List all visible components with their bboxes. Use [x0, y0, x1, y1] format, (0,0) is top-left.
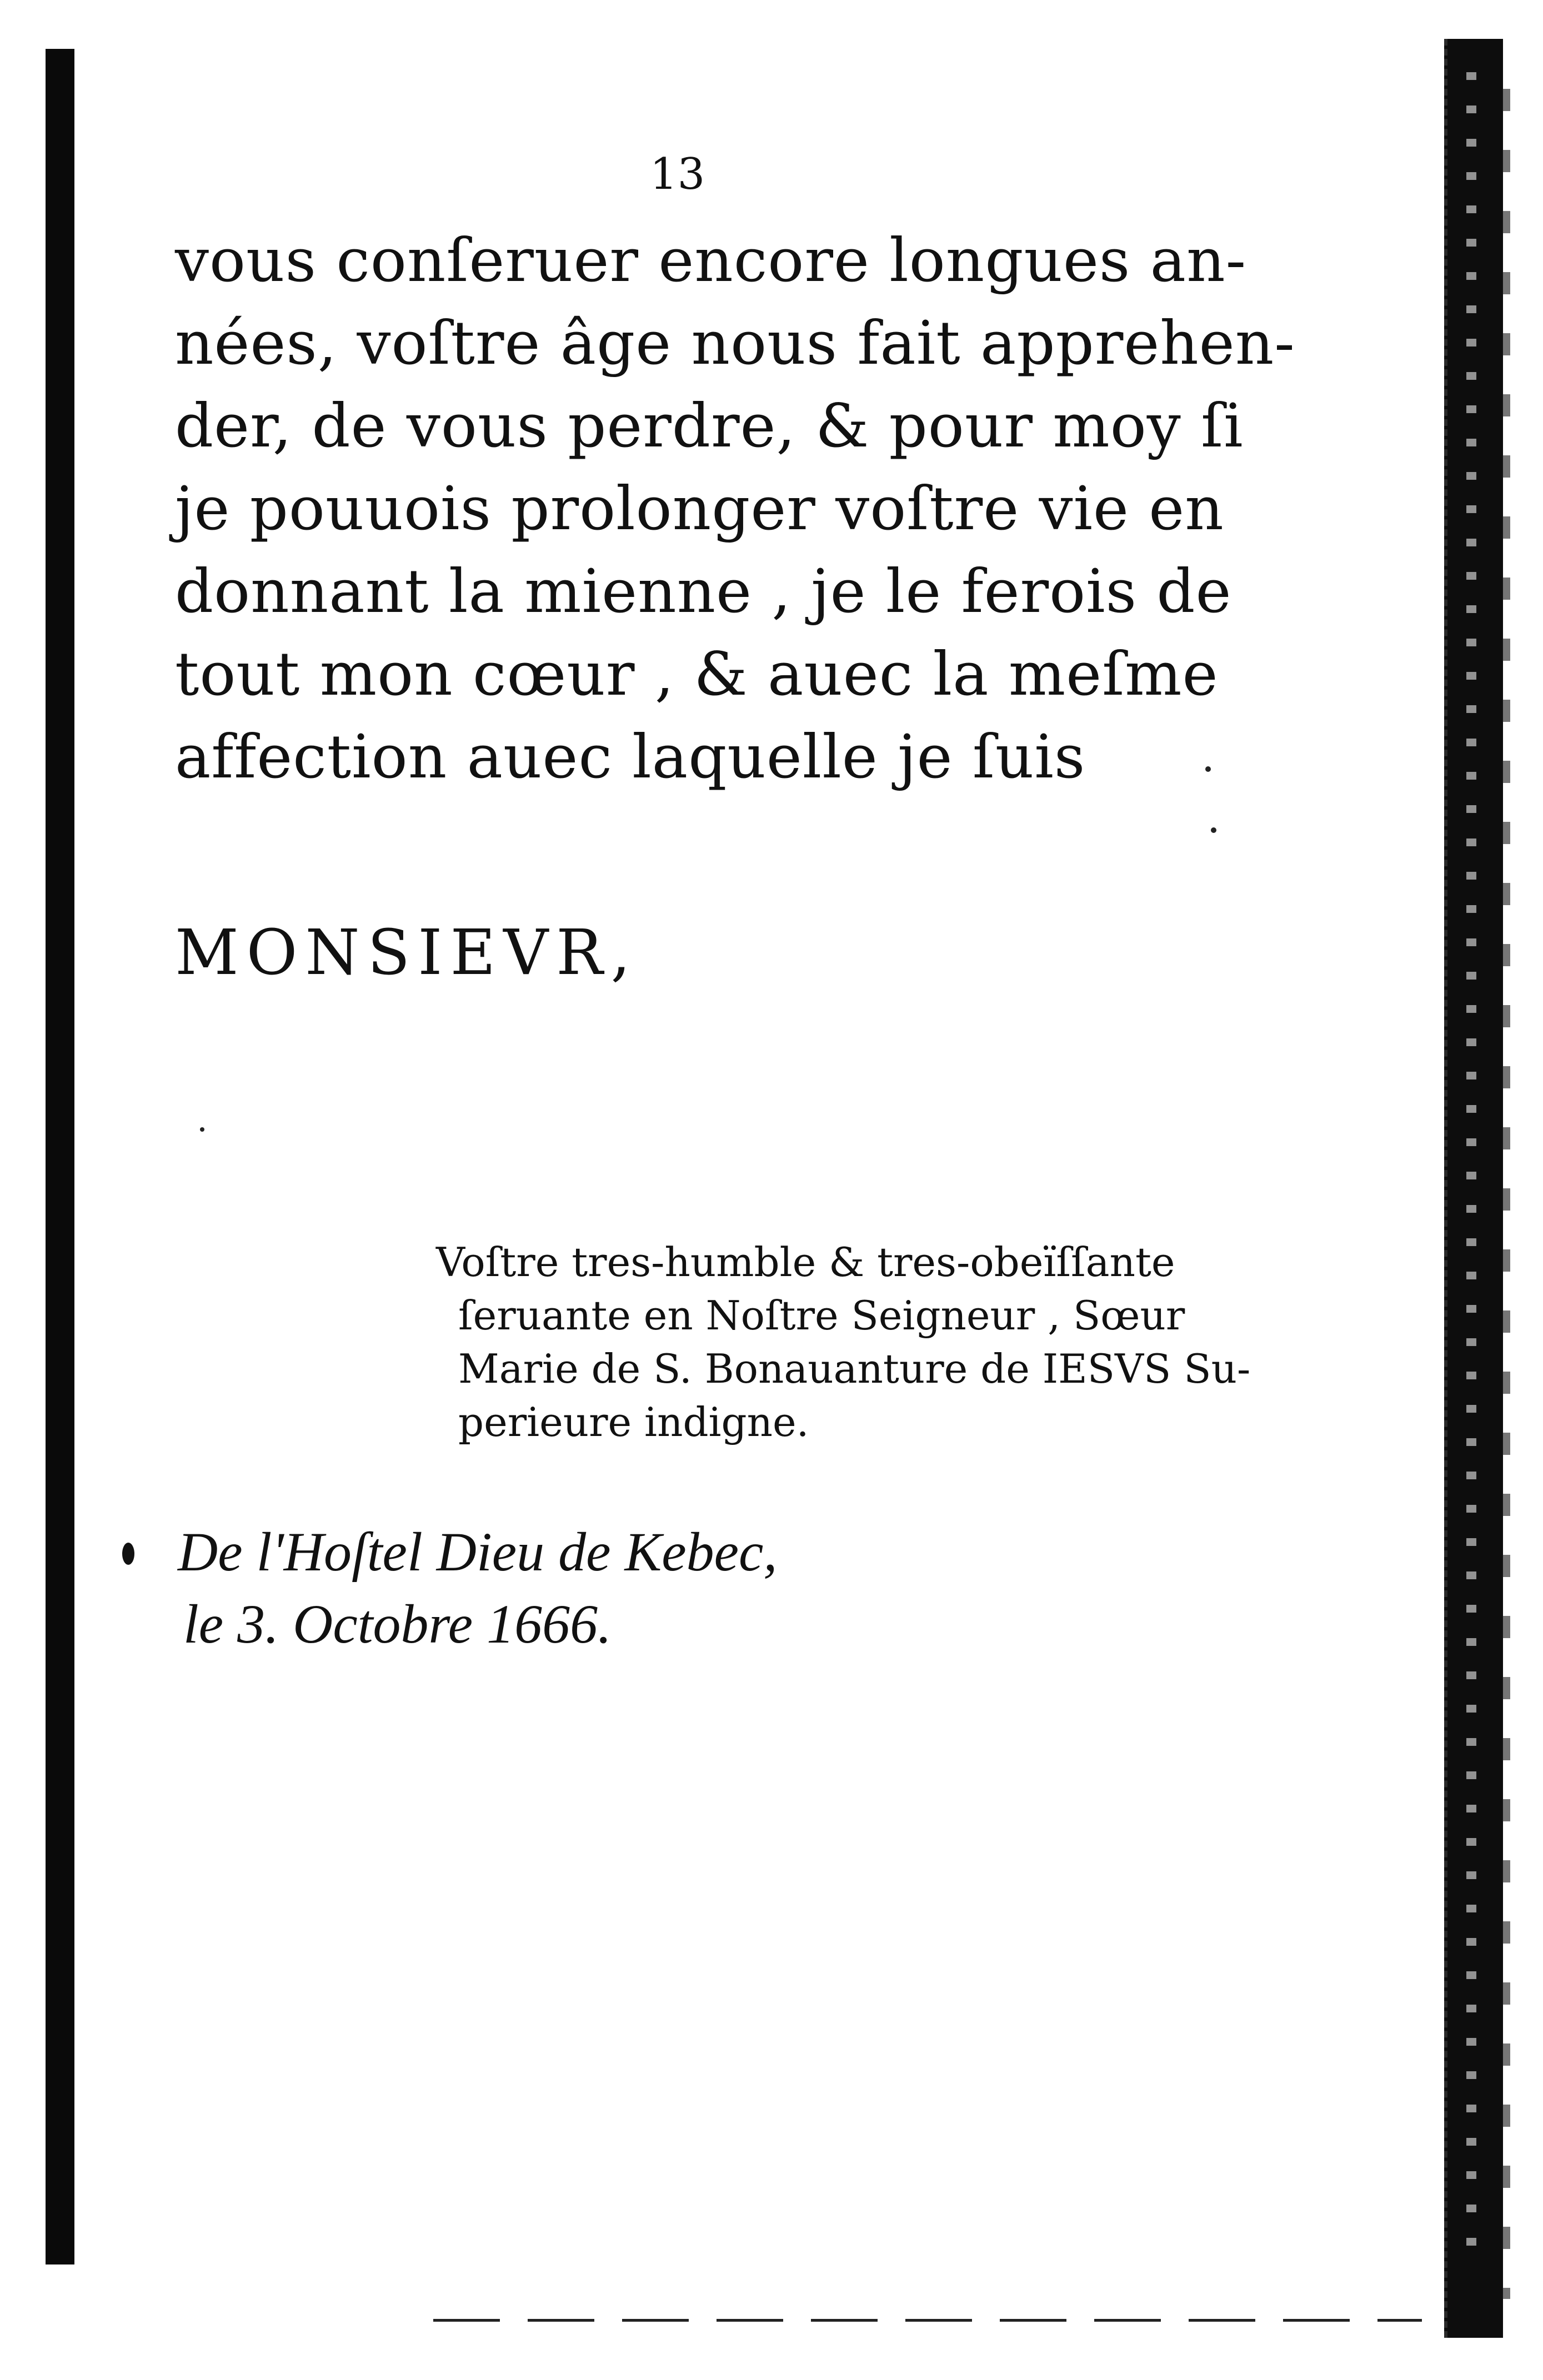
body-line: vous conſeruer encore longues an- — [175, 226, 1247, 295]
dateline — [178, 1516, 777, 1660]
page-number: 13 — [650, 149, 705, 199]
letter-body — [175, 219, 1295, 799]
binding-edge — [46, 49, 74, 2264]
body-line: der, de vous perdre, & pour moy ſi — [175, 391, 1244, 461]
ink-blot-mark — [122, 1543, 134, 1565]
right-edge-texture — [1466, 72, 1476, 2271]
signature-line: Marie de S. Bonauanture de IESVS Su- — [458, 1345, 1251, 1392]
right-edge-stray-marks — [1502, 89, 1510, 2299]
signature-line: Voſtre tres-humble & tres-obeïſſante — [436, 1239, 1175, 1286]
bottom-edge-marks — [433, 2319, 1422, 2322]
body-line: nées, voſtre âge nous fait apprehen- — [175, 309, 1295, 378]
dateline-date: le 3. Octobre 1666. — [183, 1593, 612, 1655]
body-line: affection auec laquelle je ſuis — [175, 722, 1086, 792]
signature-line: ſeruante en Noſtre Seigneur , Sœur — [458, 1292, 1185, 1339]
salutation: MONSIEVR, — [175, 917, 639, 989]
dateline-place: De l'Hoſtel Dieu de Kebec, — [178, 1521, 778, 1583]
body-line: donnant la mienne , je le ferois de — [175, 557, 1232, 626]
ink-speck — [1205, 766, 1211, 772]
ink-speck — [1211, 827, 1216, 833]
signature-line: perieure indigne. — [458, 1399, 809, 1445]
ink-speck — [200, 1127, 204, 1132]
body-line: tout mon cœur , & auec la meſme — [175, 640, 1219, 709]
signature-block — [436, 1236, 1251, 1449]
body-line: je pouuois prolonger voſtre vie en — [175, 474, 1224, 544]
